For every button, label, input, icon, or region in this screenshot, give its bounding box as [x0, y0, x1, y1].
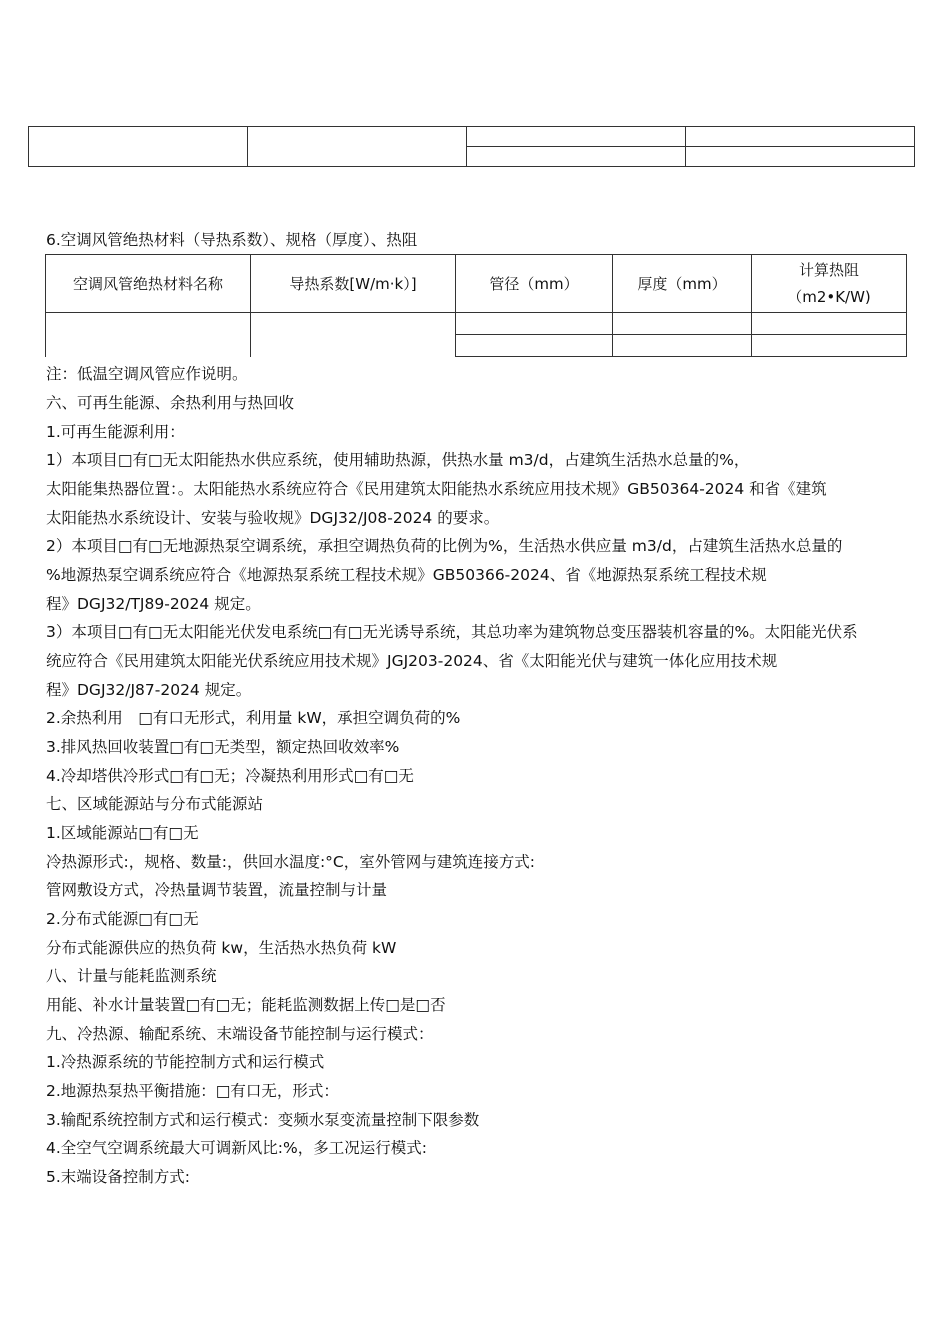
section-heading-9: 九、冷热源、输配系统、末端设备节能控制与运行模式：	[46, 1025, 434, 1043]
text-line: 分布式能源供应的热负荷 kw，生活热水热负荷 kW	[46, 939, 397, 957]
text-line: 2.余热利用 □有口无形式，利用量 kW，承担空调负荷的%	[46, 709, 461, 727]
table-cell	[46, 313, 251, 357]
table-cell	[456, 335, 613, 357]
table-cell	[686, 147, 915, 167]
text-line: 程》DGJ32/TJ89-2024 规定。	[46, 595, 261, 613]
table6-caption: 6.空调风管绝热材料（导热系数）、规格（厚度）、热阻	[46, 231, 418, 249]
table-cell	[613, 313, 752, 335]
header-material-name: 空调风管绝热材料名称	[46, 255, 251, 313]
section-heading-7: 七、区域能源站与分布式能源站	[46, 795, 264, 813]
text-line: 统应符合《民用建筑太阳能光伏系统应用技术规》JGJ203-2024、省《太阳能光伏与建筑一体化应用技术规	[46, 652, 778, 670]
text-line: 太阳能集热器位置：。太阳能热水系统应符合《民用建筑太阳能热水系统应用技术规》GB50364-2024 和省《建筑	[46, 480, 827, 498]
section-heading-8: 八、计量与能耗监测系统	[46, 967, 217, 985]
text-line: 冷热源形式:，规格、数量:，供回水温度:°C，室外管网与建筑连接方式:	[46, 853, 535, 871]
section-heading-6: 六、可再生能源、余热利用与热回收	[46, 394, 295, 412]
text-line: 5.末端设备控制方式:	[46, 1168, 191, 1186]
text-line: 3.排风热回收装置□有□无类型，额定热回收效率%	[46, 738, 400, 756]
text-line: 2.分布式能源□有□无	[46, 910, 199, 928]
header-conductivity: 导热系数[W/m·k）]	[251, 255, 456, 313]
note-low-temp-duct: 注：低温空调风管应作说明。	[46, 365, 248, 383]
text-line: %地源热泵空调系统应符合《地源热泵系统工程技术规》GB50366-2024、省《地源热泵系统工程技术规	[46, 566, 767, 584]
text-line: 3）本项目□有□无太阳能光伏发电系统□有□无光诱导系统，其总功率为建筑物总变压器装机容量的%。太阳能光伏系	[46, 623, 858, 641]
top-table	[28, 126, 915, 167]
text-line: 4.冷却塔供冷形式□有□无；冷凝热利用形式□有□无	[46, 767, 414, 785]
header-thickness: 厚度（mm）	[613, 255, 752, 313]
header-thermal-resistance	[752, 255, 907, 313]
text-line: 管网敷设方式，冷热量调节装置，流量控制与计量	[46, 881, 388, 899]
text-line: 1.可再生能源利用：	[46, 423, 185, 441]
table-cell	[752, 313, 907, 335]
text-line: 3.输配系统控制方式和运行模式：变频水泵变流量控制下限参数	[46, 1111, 480, 1129]
table-cell	[686, 127, 915, 147]
table-cell	[467, 147, 686, 167]
table-cell	[456, 313, 613, 335]
text-line: 1.冷热源系统的节能控制方式和运行模式	[46, 1053, 325, 1071]
text-line: 2）本项目□有□无地源热泵空调系统，承担空调热负荷的比例为%，生活热水供应量 m3/d，占建筑生活热水总量的	[46, 537, 843, 555]
header-pipe-diameter: 管径（mm）	[456, 255, 613, 313]
header-thermal-resistance-unit: （m2•K/W)	[787, 287, 871, 306]
text-line: 2.地源热泵热平衡措施：□有口无，形式：	[46, 1082, 339, 1100]
header-thermal-resistance-label: 计算热阻	[798, 260, 859, 279]
table-cell	[467, 127, 686, 147]
text-line: 程》DGJ32/J87-2024 规定。	[46, 681, 252, 699]
text-line: 1）本项目□有□无太阳能热水供应系统，使用辅助热源，供热水量 m3/d，占建筑生活热水总量的%，	[46, 451, 750, 469]
table-cell	[251, 313, 456, 357]
text-line: 1.区域能源站□有□无	[46, 824, 199, 842]
table-cell	[613, 335, 752, 357]
duct-insulation-table	[45, 254, 907, 357]
table-cell	[29, 127, 248, 167]
text-line: 4.全空气空调系统最大可调新风比:%，多工况运行模式:	[46, 1139, 427, 1157]
table-cell	[248, 127, 467, 167]
text-line: 用能、补水计量装置□有□无；能耗监测数据上传□是□否	[46, 996, 446, 1014]
table-cell	[752, 335, 907, 357]
text-line: 太阳能热水系统设计、安装与验收规》DGJ32/J08-2024 的要求。	[46, 509, 500, 527]
